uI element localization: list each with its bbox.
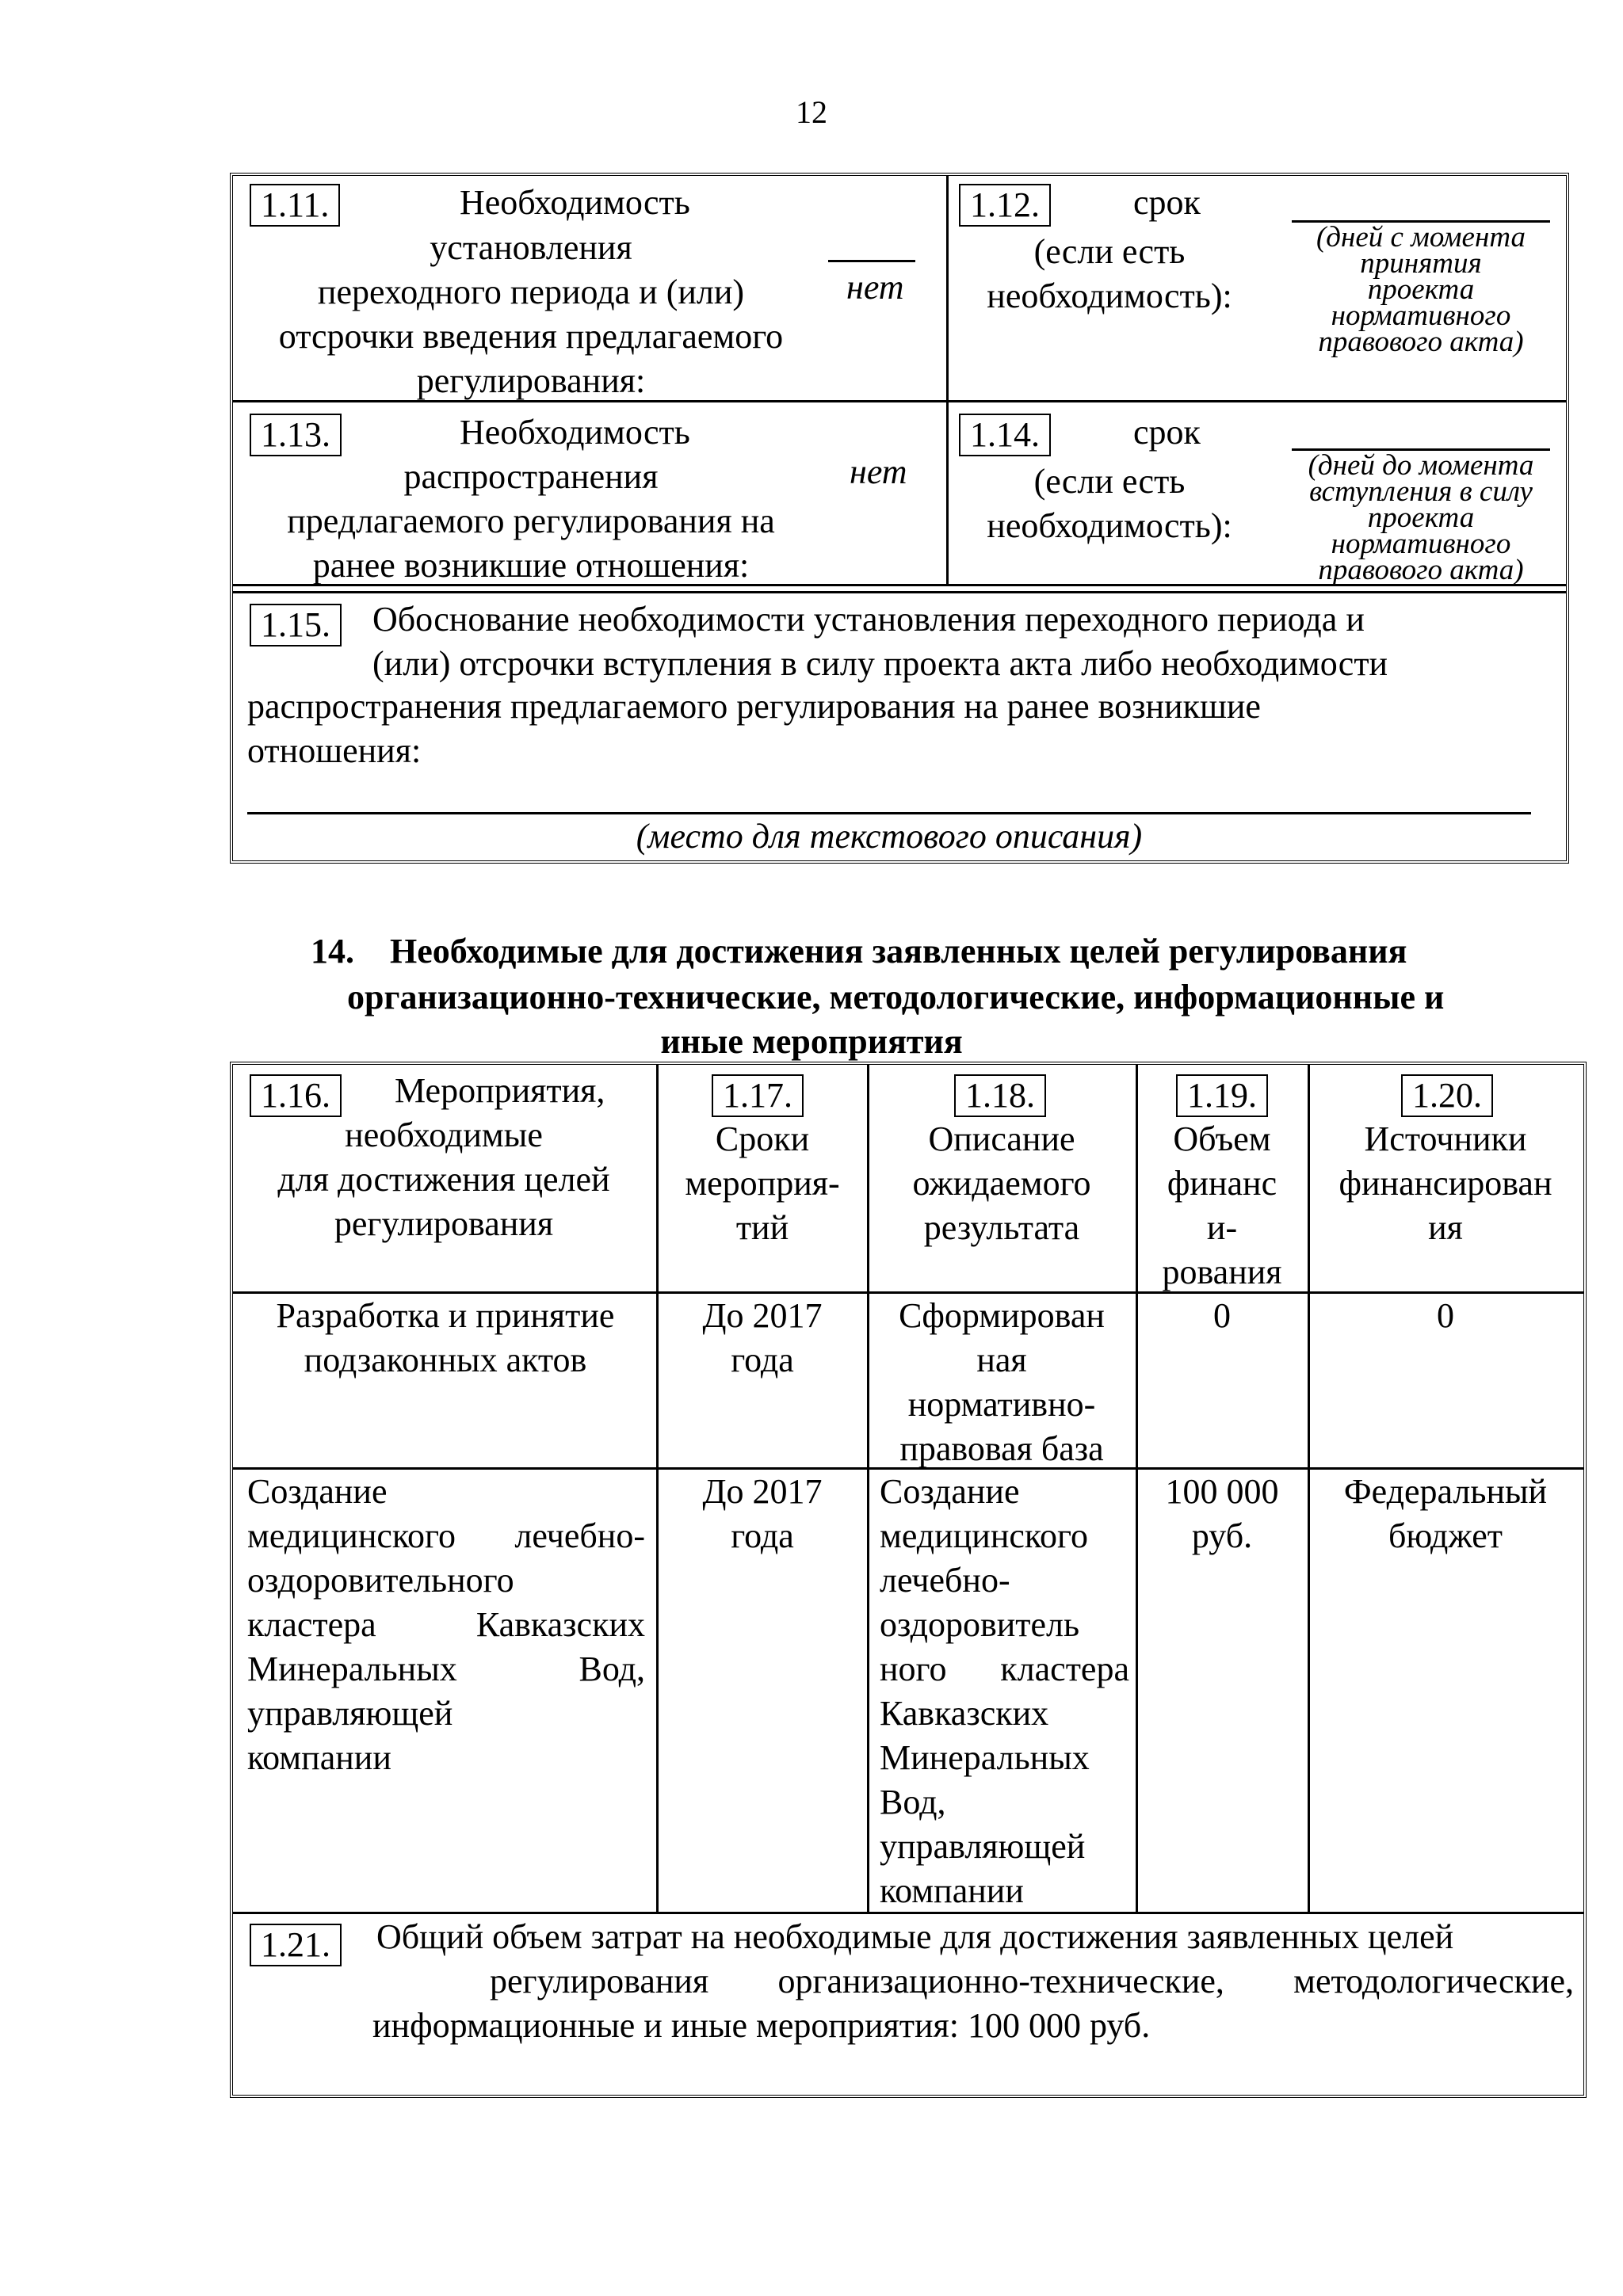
header-1-20: Источники финансирован ия <box>1338 1119 1552 1247</box>
note-1-12: (дней с момента принятия проекта нормативного правового акта) <box>1316 221 1526 358</box>
page-number: 12 <box>796 94 827 130</box>
text-1-11-first: Необходимость <box>460 183 690 222</box>
text-1-14: (если есть необходимость): <box>987 462 1232 545</box>
header-1-17: Сроки мероприя- тий <box>685 1119 840 1247</box>
header-number-1-17: 1.17. <box>712 1074 804 1117</box>
row1-measure: Разработка и принятие подзаконных актов <box>276 1296 615 1379</box>
value-1-11: нет <box>846 268 904 307</box>
total-line1: Общий объем затрат на необходимые для достижения заявленных целей <box>376 1917 1454 1956</box>
text-1-11: установления переходного периода и (или) отсрочки введения предлагаемого регулирования: <box>278 228 784 400</box>
text-1-12-first: срок <box>1133 183 1201 222</box>
row1-deadline: До 2017 года <box>702 1296 823 1379</box>
text-1-15-line1: Обоснование необходимости установления переходного периода и <box>372 600 1365 639</box>
row2-result: Создание медицинского лечебно- оздоровитель ного кластера Кавказских Минеральных Вод, управляющей компании <box>880 1472 1129 1910</box>
item-number-1-14: 1.14. <box>959 414 1051 456</box>
row2-measure: Создание медицинского лечебно- оздоровительного кластера Кавказских Минеральных Вод, управляющей компании <box>247 1472 645 1777</box>
header-number-1-16: 1.16. <box>250 1074 342 1117</box>
text-1-15-line2: (или) отсрочки вступления в силу проекта акта либо необходимости <box>372 644 1388 683</box>
text-1-12: (если есть необходимость): <box>987 232 1232 315</box>
header-number-1-19: 1.19. <box>1176 1074 1268 1117</box>
section-14-title-line1: Необходимые для достижения заявленных целей регулирования <box>390 932 1407 971</box>
section-14-title-line3: иные мероприятия <box>660 1022 963 1061</box>
header-number-1-20: 1.20. <box>1401 1074 1493 1117</box>
total-line2: регулирования организационно-технические, методологические, <box>490 1962 1574 2000</box>
text-1-13: распространения предлагаемого регулирования на ранее возникшие отношения: <box>287 457 775 585</box>
row1-source: 0 <box>1437 1296 1454 1335</box>
header-1-18: Описание ожидаемого результата <box>912 1119 1091 1247</box>
item-number-1-21: 1.21. <box>250 1924 342 1966</box>
row2-deadline: До 2017 года <box>702 1472 823 1555</box>
row1-result: Сформирован ная нормативно- правовая база <box>899 1296 1105 1468</box>
text-1-15-line4: отношения: <box>247 731 422 770</box>
row2-source: Федеральный бюджет <box>1343 1472 1548 1555</box>
total-line3: информационные и иные мероприятия: 100 000 руб. <box>372 2006 1151 2045</box>
placeholder-1-15: (место для текстового описания) <box>636 817 1143 856</box>
section-14-number: 14. <box>311 932 354 971</box>
header-1-16: необходимые для достижения целей регулирования <box>277 1116 610 1243</box>
row1-volume: 0 <box>1213 1296 1231 1335</box>
item-number-1-12: 1.12. <box>959 184 1051 227</box>
text-1-15-line3: распространения предлагаемого регулирования на ранее возникшие <box>247 687 1261 726</box>
header-number-1-18: 1.18. <box>954 1074 1046 1117</box>
note-1-14: (дней до момента вступления в силу проекта нормативного правового акта) <box>1308 449 1534 586</box>
header-1-19: Объем финанс и- рования <box>1162 1119 1282 1291</box>
text-1-13-first: Необходимость <box>460 413 690 452</box>
text-1-14-first: срок <box>1133 413 1201 452</box>
item-number-1-15: 1.15. <box>250 604 342 646</box>
item-number-1-13: 1.13. <box>250 414 342 456</box>
header-1-16-first: Мероприятия, <box>395 1071 605 1110</box>
row2-volume: 100 000 руб. <box>1165 1472 1279 1555</box>
section-14-title-line2: организационно-технические, методологические, информационные и <box>347 978 1445 1016</box>
value-1-13: нет <box>850 452 907 491</box>
item-number-1-11: 1.11. <box>250 184 340 227</box>
